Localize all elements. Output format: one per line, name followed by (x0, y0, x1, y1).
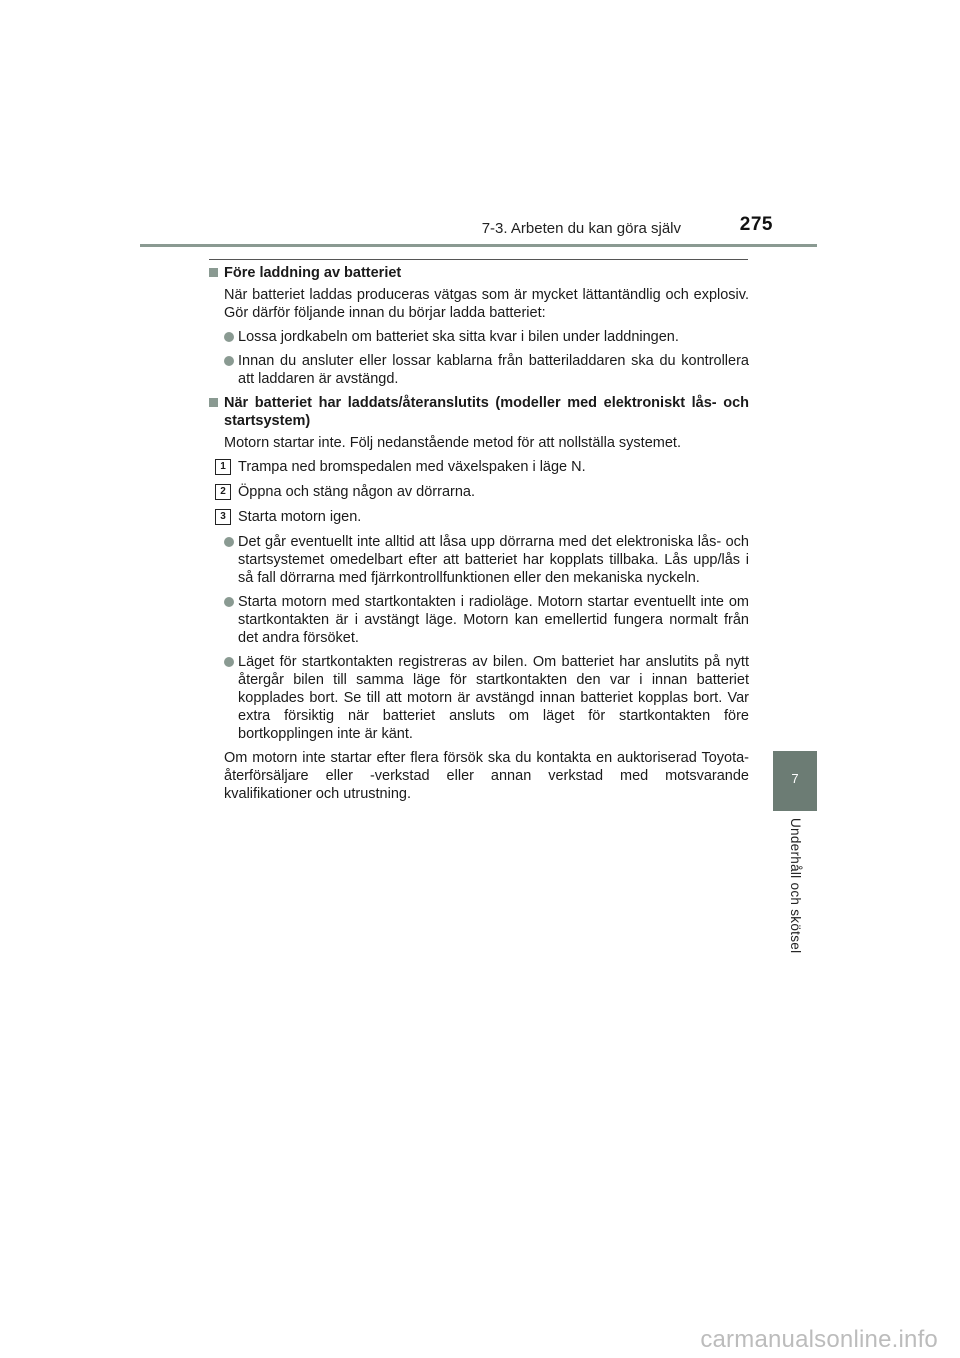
list-item: Lossa jordkabeln om batteriet ska sitta kvar i bilen under laddningen. (209, 328, 749, 346)
step-item: 1 Trampa ned bromspedalen med växelspaken i läge N. (209, 458, 749, 476)
section-heading: När batteriet har laddats/återanslutits (modeller med elektroniskt lås- och startsystem) (209, 394, 749, 430)
circle-bullet-icon (224, 332, 234, 342)
list-item: Läget för startkontakten registreras av bilen. Om batteriet har anslutits på nytt återgår bilen till samma läge för startkontakten den var i innan batteriet kopplades bort. Se till att motorn är avstängd innan batteriet kopplas bort. Var extra försiktig när batteriet ansluts om läget för startkontakten före bortkopplingen inte är känt. (209, 653, 749, 743)
header-rule (140, 244, 817, 247)
section-title: 7-3. Arbeten du kan göra själv (481, 220, 681, 237)
circle-bullet-icon (224, 356, 234, 366)
list-item: Starta motorn med startkontakten i radioläge. Motorn startar eventuellt inte om startkontakten är i avstängt läge. Motorn kan emellertid fungera normalt från det andra försöket. (209, 593, 749, 647)
chapter-number: 7 (791, 771, 799, 786)
circle-bullet-icon (224, 537, 234, 547)
section-intro: Motorn startar inte. Följ nedanstående metod för att nollställa systemet. (224, 435, 681, 451)
chapter-tab (773, 751, 817, 811)
step-item: 2 Öppna och stäng någon av dörrarna. (209, 483, 749, 501)
step-number: 3 (215, 509, 231, 525)
closing-paragraph: Om motorn inte startar efter flera försök ska du kontakta en auktoriserad Toyota-återförsäljare eller -verkstad eller annan verkstad med motsvarande kvalifikationer och utrustning. (224, 750, 749, 802)
list-item: Det går eventuellt inte alltid att låsa upp dörrarna med det elektroniska lås- och startsystemet omedelbart efter att batteriet har kopplats tillbaka. Lås upp/lås i så fall dörrarna med fjärrkontrollfunktionen eller den mekaniska nyckeln. (209, 533, 749, 587)
list-item: Innan du ansluter eller lossar kablarna från batteriladdaren ska du kontrollera att laddaren är avstängd. (209, 352, 749, 388)
page-content (209, 264, 749, 809)
square-bullet-icon (209, 268, 218, 277)
chapter-title: Underhåll och skötsel (788, 818, 803, 954)
square-bullet-icon (209, 398, 218, 407)
content-top-rule (209, 259, 748, 260)
page-number: 275 (739, 214, 773, 235)
step-number: 2 (215, 484, 231, 500)
circle-bullet-icon (224, 597, 234, 607)
watermark: carmanualsonline.info (700, 1326, 938, 1353)
page-header (140, 214, 817, 244)
section-heading: Före laddning av batteriet (209, 264, 749, 282)
step-item: 3 Starta motorn igen. (209, 508, 749, 526)
step-number: 1 (215, 459, 231, 475)
circle-bullet-icon (224, 657, 234, 667)
section-intro: När batteriet laddas produceras vätgas som är mycket lättantändlig och explosiv. Gör därför följande innan du börjar ladda batteriet: (224, 287, 749, 321)
